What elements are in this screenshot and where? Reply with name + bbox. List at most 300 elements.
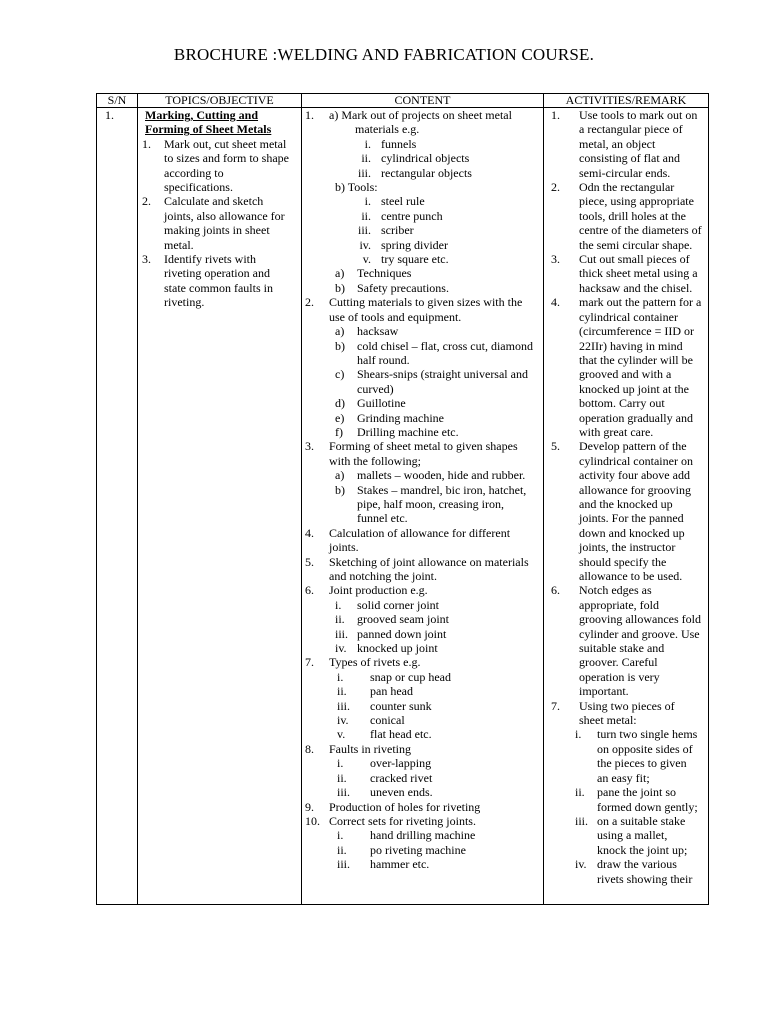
content-item	[305, 526, 540, 555]
content-subitem	[305, 339, 540, 368]
item-number: d)	[335, 396, 345, 411]
item-line: with great care.	[579, 424, 654, 439]
item-number: a)	[335, 266, 345, 281]
item-line: Develop pattern of the	[579, 439, 687, 454]
item-text	[381, 194, 540, 208]
item-line: Notch edges as	[579, 583, 652, 598]
item-line: appropriate, fold	[579, 597, 659, 612]
item-text	[370, 756, 540, 770]
content-item	[305, 583, 540, 597]
item-number: iii.	[337, 698, 351, 713]
item-line: centre of the diameters of	[579, 223, 702, 238]
cell-sn: 1.	[97, 108, 138, 905]
objective-item	[141, 137, 298, 195]
item-line: hammer etc.	[370, 857, 430, 872]
item-line: using a mallet,	[597, 828, 668, 843]
item-text	[329, 439, 540, 468]
item-line: the pieces to given	[597, 756, 687, 771]
content-item	[305, 108, 540, 137]
item-number: 7.	[305, 655, 314, 670]
item-text	[579, 439, 705, 583]
activity-item	[547, 252, 705, 295]
item-line: steel rule	[381, 194, 425, 209]
activity-item	[547, 180, 705, 252]
item-line: materials e.g.	[355, 122, 420, 137]
item-line: Faults in riveting	[329, 741, 411, 756]
item-line: Cutting materials to given sizes with the	[329, 295, 523, 310]
item-number: ii.	[335, 612, 345, 627]
objective-item	[141, 194, 298, 252]
item-text	[329, 814, 540, 828]
item-line: Identify rivets with	[164, 252, 256, 267]
item-text	[329, 583, 540, 597]
content-subitem	[305, 684, 540, 698]
content-subitem	[305, 771, 540, 785]
item-line: should specify the	[579, 554, 667, 569]
item-line: spring divider	[381, 237, 448, 252]
item-line: cylinder and groove. Use	[579, 626, 700, 641]
item-number: ii.	[575, 785, 585, 800]
item-text	[357, 324, 540, 338]
content-subitem	[305, 670, 540, 684]
item-line: over-lapping	[370, 756, 432, 771]
item-line: thick sheet metal using a	[579, 266, 698, 281]
item-number: i.	[337, 756, 344, 771]
item-number: iii.	[357, 223, 371, 238]
item-text	[597, 785, 705, 814]
item-line: turn two single hems	[597, 727, 698, 742]
item-number: i.	[335, 597, 342, 612]
item-text	[597, 814, 705, 857]
content-subitem	[305, 785, 540, 799]
item-text	[381, 223, 540, 237]
item-line: joints, also allowance for	[164, 208, 285, 223]
content-subitem	[305, 411, 540, 425]
header-sn: S/N	[97, 94, 138, 108]
item-line: hacksaw	[357, 324, 399, 339]
item-line: on opposite sides of	[597, 741, 693, 756]
item-line: solid corner joint	[357, 597, 439, 612]
item-line: Mark out, cut sheet metal	[164, 136, 287, 151]
item-line: a rectangular piece of	[579, 122, 683, 137]
item-number: 6.	[305, 583, 314, 598]
item-number: iv.	[359, 237, 371, 252]
cell-content	[302, 108, 544, 905]
item-line: centre punch	[381, 208, 443, 223]
item-number: 8.	[305, 741, 314, 756]
item-text	[381, 238, 540, 252]
item-line: operation is very	[579, 669, 660, 684]
item-line: on a suitable stake	[597, 813, 686, 828]
table-header-row	[97, 94, 709, 108]
content-subitem	[305, 468, 540, 482]
item-text	[370, 828, 540, 842]
item-line: Stakes – mandrel, bic iron, hatchet,	[357, 482, 527, 497]
item-line: riveting operation and	[164, 266, 270, 281]
item-line: Correct sets for riveting joints.	[329, 813, 476, 828]
item-number: 1.	[142, 136, 151, 151]
header-content: CONTENT	[302, 94, 544, 108]
item-line: pan head	[370, 684, 413, 699]
item-number: b)	[335, 280, 345, 295]
content-subitem	[305, 425, 540, 439]
item-number: 4.	[305, 525, 314, 540]
item-line: allowance to be used.	[579, 569, 683, 583]
item-text	[329, 526, 540, 555]
header-activities: ACTIVITIES/REMARK	[544, 94, 709, 108]
item-number: v.	[337, 727, 346, 742]
item-line: down and knocked up	[579, 525, 685, 540]
item-text	[381, 252, 540, 266]
item-text	[357, 367, 540, 396]
item-line: Use tools to mark out on	[579, 108, 698, 122]
item-number: 3.	[551, 252, 560, 267]
item-line: pane the joint so	[597, 785, 676, 800]
item-number: i.	[364, 136, 371, 151]
item-text	[370, 684, 540, 698]
item-line: metal.	[164, 237, 194, 252]
item-number: iii.	[337, 857, 351, 872]
item-line: cold chisel – flat, cross cut, diamond	[357, 338, 533, 353]
item-number: b)	[335, 338, 345, 353]
item-text	[357, 627, 540, 641]
item-number: c)	[335, 367, 345, 382]
content-item	[305, 295, 540, 324]
item-number: i.	[337, 669, 344, 684]
item-line: po riveting machine	[370, 842, 466, 857]
item-line: funnel etc.	[357, 511, 408, 526]
item-line: knocked up joint at the	[579, 381, 689, 396]
item-line: a) Mark out of projects on sheet metal	[329, 108, 512, 122]
item-text	[370, 785, 540, 799]
item-line: operation gradually and	[579, 410, 693, 425]
item-line: Calculation of allowance for different	[329, 525, 511, 540]
item-line: Joint production e.g.	[329, 583, 428, 598]
item-line: Using two pieces of	[579, 698, 675, 713]
item-line: uneven ends.	[370, 785, 433, 800]
item-number: iv.	[335, 641, 347, 656]
item-line: important.	[579, 684, 629, 699]
item-text	[329, 742, 540, 756]
item-number: 10.	[305, 813, 320, 828]
item-text	[164, 252, 298, 310]
content-subitem	[305, 713, 540, 727]
item-line: making joints in sheet	[164, 223, 270, 238]
cell-activities	[544, 108, 709, 905]
activity-subitem	[547, 727, 705, 785]
item-text	[357, 612, 540, 626]
item-line: Shears-snips (straight universal and	[357, 367, 528, 382]
item-text	[329, 295, 540, 324]
item-text	[357, 425, 540, 439]
content-subitem	[305, 699, 540, 713]
item-line: tools, drill holes at the	[579, 208, 686, 223]
item-line: scriber	[381, 223, 414, 238]
item-text	[357, 266, 540, 280]
item-text	[370, 713, 540, 727]
item-number: 4.	[551, 295, 560, 310]
item-text	[164, 137, 298, 195]
item-line: panned down joint	[357, 626, 447, 641]
activity-subitem	[547, 857, 705, 886]
activity-item	[547, 295, 705, 439]
item-number: iii.	[335, 626, 349, 641]
item-text	[597, 857, 705, 886]
item-text	[370, 670, 540, 684]
content-subitem	[305, 857, 540, 871]
item-line: specifications.	[164, 180, 233, 195]
item-line: Techniques	[357, 266, 412, 281]
item-number: 3.	[142, 252, 151, 267]
content-subitem	[305, 223, 540, 237]
item-line: sheet metal:	[579, 713, 637, 728]
content-subitem	[305, 281, 540, 295]
content-subitem	[305, 756, 540, 770]
item-number: f)	[335, 424, 343, 439]
item-line: knocked up joint	[357, 641, 438, 656]
item-line: joints. For the panned	[579, 511, 684, 526]
item-line: 22IIr) having in mind	[579, 338, 683, 353]
item-line: and the knocked up	[579, 496, 673, 511]
content-subitem	[305, 598, 540, 612]
item-line: consisting of flat and	[579, 151, 680, 166]
item-text	[329, 800, 540, 814]
item-text	[370, 843, 540, 857]
item-number: e)	[335, 410, 345, 425]
content-subitem	[305, 238, 540, 252]
item-line: try square etc.	[381, 252, 449, 267]
activity-subitem	[547, 785, 705, 814]
item-number: ii.	[361, 208, 371, 223]
item-text	[579, 295, 705, 439]
content-subitem	[305, 627, 540, 641]
objectives-list	[141, 137, 298, 310]
item-line: semi-circular ends.	[579, 165, 671, 180]
content-subitem	[305, 483, 540, 526]
content-item	[305, 814, 540, 828]
item-text	[579, 180, 705, 252]
item-text	[357, 339, 540, 368]
item-number: b)	[335, 482, 345, 497]
item-number: 5.	[551, 439, 560, 454]
item-text	[579, 583, 705, 698]
content-subitem	[305, 151, 540, 165]
item-line: half round.	[357, 352, 410, 367]
activity-item	[547, 583, 705, 698]
item-line: funnels	[381, 136, 417, 151]
item-number: i.	[575, 727, 582, 742]
content-subitem	[305, 166, 540, 180]
item-line: Drilling machine etc.	[357, 424, 459, 439]
item-number: v.	[362, 252, 371, 267]
content-item	[305, 742, 540, 756]
item-line: hand drilling machine	[370, 828, 476, 843]
item-line: Guillotine	[357, 396, 406, 411]
item-line: and notching the joint.	[329, 569, 437, 583]
content-subitem	[305, 137, 540, 151]
item-line: activity four above add	[579, 468, 690, 483]
item-line: curved)	[357, 381, 394, 396]
item-text	[370, 727, 540, 741]
item-text	[357, 468, 540, 482]
item-line: to sizes and form to shape	[164, 151, 289, 166]
item-line: conical	[370, 713, 405, 728]
item-number: ii.	[337, 842, 347, 857]
item-line: that the cylinder will be	[579, 352, 693, 367]
item-line: draw the various	[597, 857, 677, 872]
item-line: cylindrical container	[579, 309, 678, 324]
content-subitem	[305, 324, 540, 338]
content-subitem	[305, 194, 540, 208]
content-subitem	[305, 396, 540, 410]
item-text	[357, 396, 540, 410]
activity-item	[547, 439, 705, 583]
content-subitem	[305, 209, 540, 223]
item-number: iv.	[337, 713, 349, 728]
item-number: a)	[335, 468, 345, 483]
item-number: 2.	[551, 180, 560, 195]
item-line: mark out the pattern for a	[579, 295, 702, 310]
item-line: cracked rivet	[370, 770, 433, 785]
item-text	[370, 699, 540, 713]
item-line: bottom. Carry out	[579, 396, 665, 411]
item-number: iii.	[337, 785, 351, 800]
item-number: 1.	[551, 108, 560, 122]
item-text	[329, 108, 540, 137]
course-table	[96, 93, 709, 905]
item-line: rivets showing their	[597, 871, 693, 886]
item-line: state common faults in	[164, 280, 273, 295]
item-line: Odn the rectangular	[579, 180, 675, 195]
item-line: with the following;	[329, 453, 421, 468]
item-number: 6.	[551, 583, 560, 598]
item-line: groover. Careful	[579, 655, 658, 670]
item-line: counter sunk	[370, 698, 432, 713]
item-line: Calculate and sketch	[164, 194, 264, 209]
content-item	[305, 655, 540, 669]
item-number: iv.	[575, 857, 587, 872]
item-number: ii.	[337, 770, 347, 785]
topic-heading: Marking, Cutting and Forming of Sheet Metals	[145, 108, 272, 137]
item-line: an easy fit;	[597, 770, 650, 785]
item-text	[357, 281, 540, 295]
item-line: use of tools and equipment.	[329, 309, 462, 324]
item-text	[329, 655, 540, 669]
item-line: rectangular objects	[381, 165, 472, 180]
activity-item	[547, 699, 705, 728]
item-number: i.	[364, 194, 371, 209]
content-subitem	[305, 252, 540, 266]
item-line: riveting.	[164, 295, 205, 310]
item-line: (circumference = IID or	[579, 324, 695, 339]
item-number: 5.	[305, 554, 314, 569]
item-line: grooved and with a	[579, 367, 672, 382]
item-number: ii.	[337, 684, 347, 699]
item-number: a)	[335, 324, 345, 339]
item-number: 2.	[142, 194, 151, 209]
item-line: knock the joint up;	[597, 842, 688, 857]
item-line: allowance for grooving	[579, 482, 691, 497]
item-line: Cut out small pieces of	[579, 252, 690, 267]
item-text	[357, 641, 540, 655]
item-line: hacksaw and the chisel.	[579, 280, 693, 295]
item-text	[579, 108, 705, 180]
content-subheading: b) Tools:	[335, 180, 378, 195]
cell-topics	[138, 108, 302, 905]
item-text	[597, 727, 705, 785]
item-number: iii.	[575, 813, 589, 828]
item-text	[381, 137, 540, 151]
item-line: joints.	[329, 540, 359, 555]
item-text	[381, 151, 540, 165]
item-number: 9.	[305, 799, 314, 814]
item-number: iii.	[357, 165, 371, 180]
item-line: Grinding machine	[357, 410, 444, 425]
item-line: the semi circular shape.	[579, 237, 693, 252]
content-subitem	[305, 266, 540, 280]
content-item	[305, 800, 540, 814]
item-line: according to	[164, 165, 224, 180]
content-subitem	[305, 612, 540, 626]
activity-item	[547, 108, 705, 180]
page-title: BROCHURE :WELDING AND FABRICATION COURSE.	[173, 45, 595, 64]
content-item	[305, 439, 540, 468]
content-subitem	[305, 843, 540, 857]
item-line: mallets – wooden, hide and rubber.	[357, 468, 526, 483]
item-text	[579, 252, 705, 295]
item-text	[381, 166, 540, 180]
objective-item	[141, 252, 298, 310]
item-number: 2.	[305, 295, 314, 310]
table-row	[97, 108, 709, 905]
item-text	[164, 194, 298, 252]
item-line: formed down gently;	[597, 799, 698, 814]
item-text	[579, 699, 705, 728]
item-number: ii.	[361, 151, 371, 166]
content-item	[305, 555, 540, 584]
item-line: piece, using appropriate	[579, 194, 694, 209]
item-number: 7.	[551, 698, 560, 713]
header-topics: TOPICS/OBJECTIVE	[138, 94, 302, 108]
item-number: i.	[337, 828, 344, 843]
item-line: suitable stake and	[579, 641, 665, 656]
item-line: joints, the instructor	[579, 540, 676, 555]
item-line: cylindrical container on	[579, 453, 693, 468]
content-subitem	[305, 727, 540, 741]
item-text	[370, 771, 540, 785]
item-line: grooved seam joint	[357, 612, 449, 627]
item-line: pipe, half moon, creasing iron,	[357, 496, 504, 511]
item-line: Sketching of joint allowance on materials	[329, 554, 529, 569]
item-text	[357, 598, 540, 612]
item-line: Types of rivets e.g.	[329, 655, 421, 670]
item-text	[381, 209, 540, 223]
content-subitem	[305, 828, 540, 842]
item-line: snap or cup head	[370, 669, 451, 684]
item-line: grooving allowances fold	[579, 612, 701, 627]
item-number: 3.	[305, 439, 314, 454]
content-subitem	[305, 367, 540, 396]
item-text	[357, 411, 540, 425]
item-line: metal, an object	[579, 136, 656, 151]
item-text	[370, 857, 540, 871]
item-line: Forming of sheet metal to given shapes	[329, 439, 518, 454]
item-line: Safety precautions.	[357, 280, 449, 295]
item-line: Production of holes for riveting	[329, 799, 481, 814]
activity-subitem	[547, 814, 705, 857]
item-line: cylindrical objects	[381, 151, 470, 166]
item-text	[357, 483, 540, 526]
